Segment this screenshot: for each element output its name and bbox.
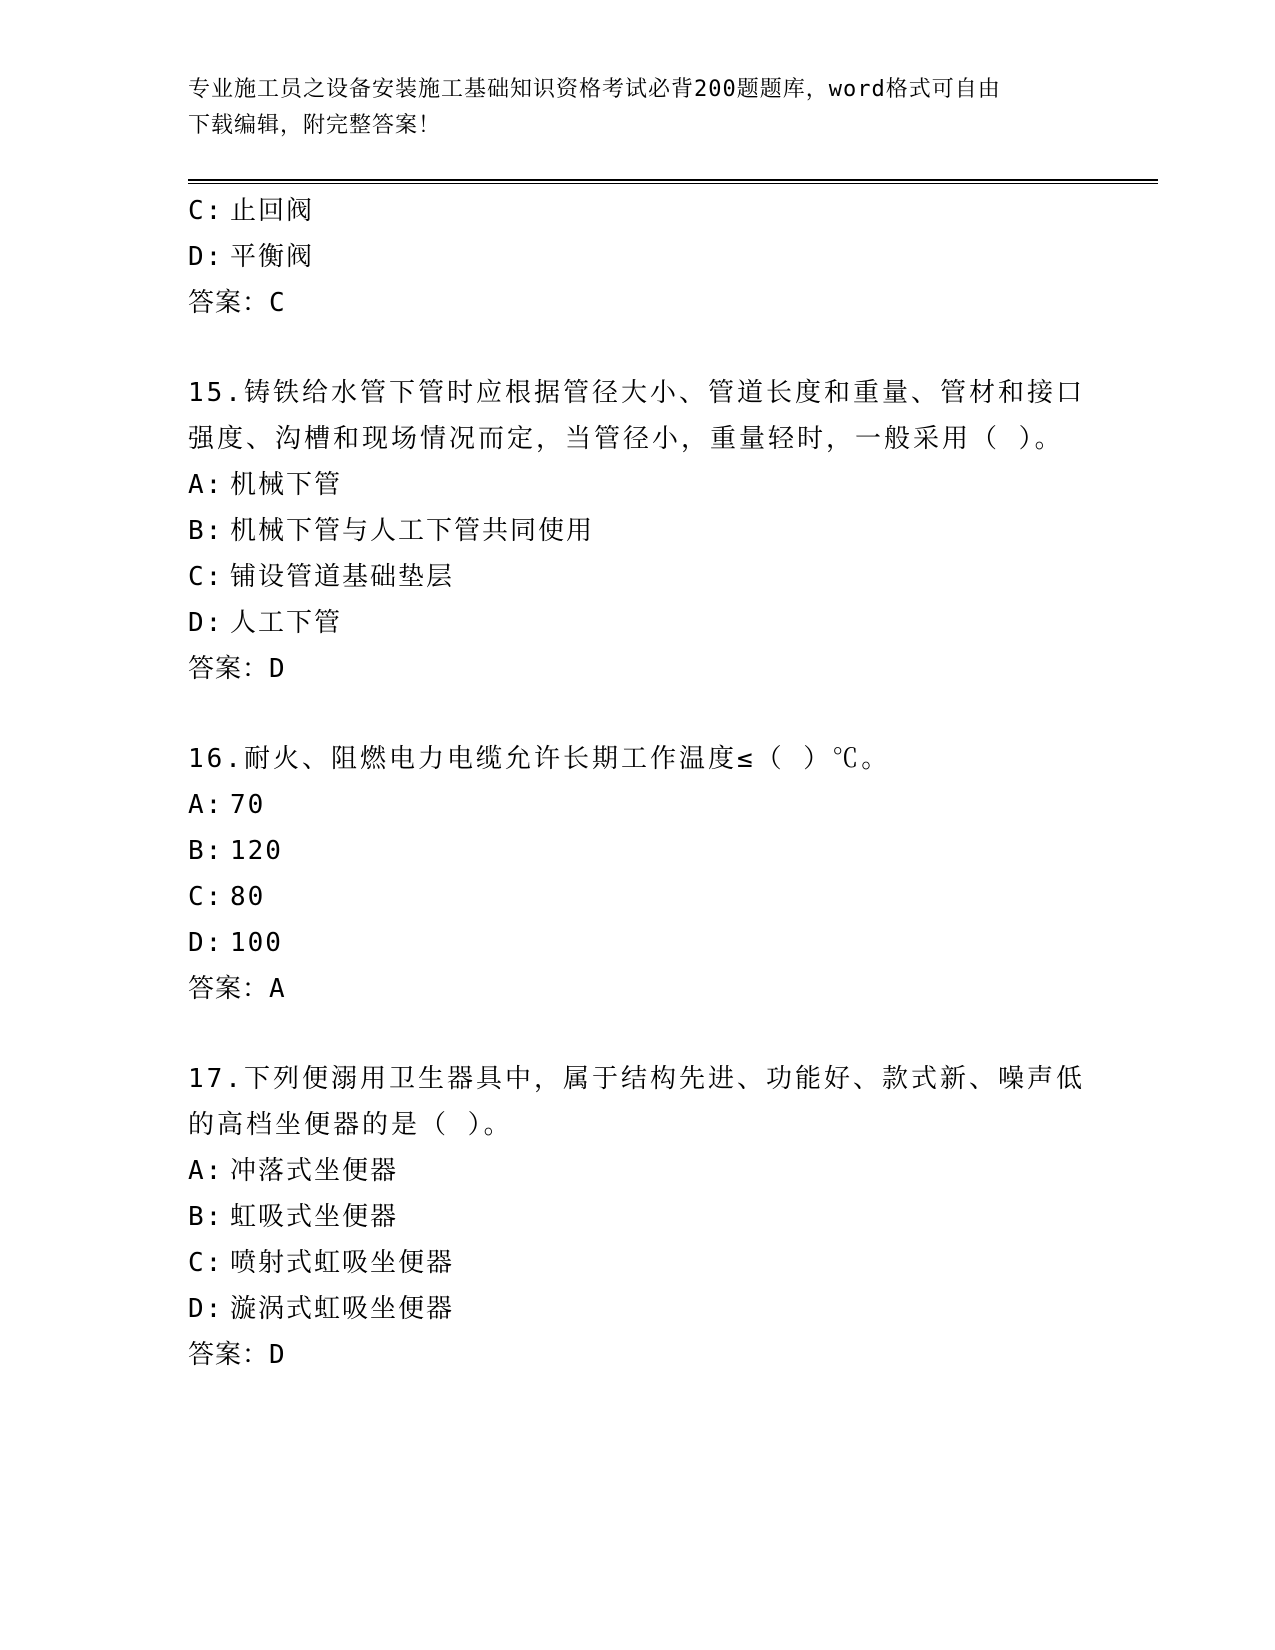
option-d — [188, 1286, 1088, 1332]
option-text: 漩涡式虹吸坐便器 — [230, 1294, 455, 1324]
option-a — [188, 1148, 1088, 1194]
partial-question — [188, 188, 1088, 326]
option-letter: C: — [188, 882, 224, 912]
option-d — [188, 234, 1088, 280]
option-text: 80 — [230, 882, 266, 912]
option-letter: C: — [188, 1248, 224, 1278]
option-text: 平衡阀 — [230, 242, 315, 272]
option-d — [188, 600, 1088, 646]
option-letter: D: — [188, 242, 224, 272]
answer-line: 答案：C — [188, 288, 286, 318]
option-letter: A: — [188, 1156, 224, 1186]
option-text: 冲落式坐便器 — [230, 1156, 399, 1186]
header-divider — [188, 179, 1158, 184]
option-text: 虹吸式坐便器 — [230, 1202, 399, 1232]
option-c — [188, 188, 1088, 234]
question-15 — [188, 370, 1088, 692]
option-a — [188, 782, 1088, 828]
option-text: 100 — [230, 928, 283, 958]
header-line-2: 下载编辑，附完整答案！ — [188, 113, 442, 138]
question-16 — [188, 736, 1088, 1012]
question-stem-line: 15.铸铁给水管下管时应根据管径大小、管道长度和重量、管材和接口 — [188, 378, 1085, 408]
header-line-1: 专业施工员之设备安装施工基础知识资格考试必背200题题库，word格式可自由 — [188, 77, 1001, 102]
option-letter: B: — [188, 516, 224, 546]
question-17 — [188, 1056, 1088, 1378]
option-letter: B: — [188, 836, 224, 866]
answer-line: 答案：D — [188, 1340, 286, 1370]
option-b — [188, 828, 1088, 874]
question-list — [188, 188, 1088, 1378]
option-text: 铺设管道基础垫层 — [230, 562, 455, 592]
spacer — [188, 692, 1088, 736]
option-a — [188, 462, 1088, 508]
option-text: 止回阀 — [230, 196, 315, 226]
option-letter: A: — [188, 470, 224, 500]
option-text: 喷射式虹吸坐便器 — [230, 1248, 455, 1278]
option-letter: A: — [188, 790, 224, 820]
spacer — [188, 1012, 1088, 1056]
option-letter: C: — [188, 196, 224, 226]
option-letter: D: — [188, 1294, 224, 1324]
option-d — [188, 920, 1088, 966]
option-letter: B: — [188, 1202, 224, 1232]
answer-line: 答案：A — [188, 974, 286, 1004]
option-c — [188, 554, 1088, 600]
option-c — [188, 874, 1088, 920]
question-stem-line: 的高档坐便器的是（ ）。 — [188, 1110, 513, 1140]
option-letter: D: — [188, 608, 224, 638]
option-text: 机械下管与人工下管共同使用 — [230, 516, 595, 546]
option-text: 人工下管 — [230, 608, 343, 638]
option-text: 70 — [230, 790, 266, 820]
spacer — [188, 326, 1088, 370]
option-text: 机械下管 — [230, 470, 343, 500]
question-stem-line: 强度、沟槽和现场情况而定，当管径小，重量轻时，一般采用（ ）。 — [188, 424, 1064, 454]
question-stem-line: 17.下列便溺用卫生器具中，属于结构先进、功能好、款式新、噪声低 — [188, 1064, 1085, 1094]
document-header — [188, 72, 1088, 144]
question-stem-line: 16.耐火、阻燃电力电缆允许长期工作温度≤（ ）℃。 — [188, 744, 891, 774]
option-text: 120 — [230, 836, 283, 866]
option-b — [188, 508, 1088, 554]
option-letter: C: — [188, 562, 224, 592]
option-c — [188, 1240, 1088, 1286]
answer-line: 答案：D — [188, 654, 286, 684]
option-b — [188, 1194, 1088, 1240]
option-letter: D: — [188, 928, 224, 958]
